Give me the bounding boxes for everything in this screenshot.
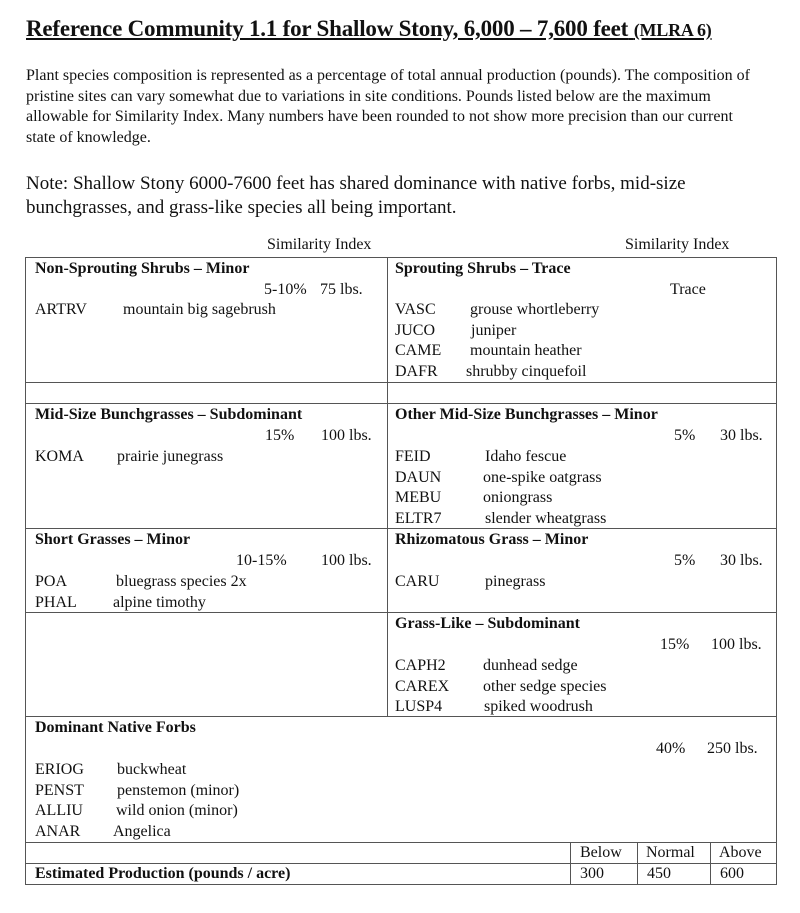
production-value-normal: 450 [647,865,671,882]
species-code: MEBU [395,489,442,506]
species-code: ANAR [35,822,81,840]
table-row-divider [25,403,777,404]
title-main: Reference Community 1.1 for Shallow Stony, 6,000 – 7,600 feet [26,16,629,41]
group-percent: Trace [670,281,706,298]
species-row [395,468,602,489]
species-code: DAUN [395,468,442,486]
table-divider-middle [387,257,388,716]
species-row [35,781,240,802]
production-value-below: 300 [580,865,604,882]
production-label: Estimated Production (pounds / acre) [35,865,291,882]
species-code: ELTR7 [395,509,442,527]
production-col-divider [710,842,711,884]
similarity-index-label-left: Similarity Index [267,236,372,253]
page-title [26,16,712,42]
table-border-right [776,257,777,885]
species-name: juniper [471,321,517,339]
group-pounds: 30 lbs. [720,427,763,444]
similarity-index-label-right: Similarity Index [625,236,730,253]
species-row [395,488,553,509]
species-name: alpine timothy [113,593,206,611]
species-name: grouse whortleberry [470,301,600,318]
species-code: CAPH2 [395,657,446,674]
group-percent: 15% [265,427,295,444]
species-row [395,341,582,362]
table-row-divider [25,382,777,383]
species-row [395,572,546,593]
production-header-normal: Normal [646,844,695,861]
group-header: Non-Sprouting Shrubs – Minor [35,260,250,277]
species-name: Angelica [113,822,171,840]
species-row [35,760,187,781]
species-row [395,321,517,342]
group-pounds: 250 lbs. [707,740,758,757]
species-name: oniongrass [483,489,553,506]
species-name: pinegrass [485,573,546,590]
species-name: buckwheat [117,761,187,778]
note-paragraph: Note: Shallow Stony 6000-7600 feet has shared dominance with native forbs, mid-size bunchgrasses, and grass-like species all being important. [26,173,686,218]
group-pounds: 100 lbs. [321,552,372,569]
species-name: other sedge species [483,677,607,695]
species-row [395,677,607,698]
species-name: slender wheatgrass [485,509,607,527]
species-row [395,447,567,468]
group-header: Sprouting Shrubs – Trace [395,260,571,277]
species-code: PHAL [35,593,77,611]
group-percent: 40% [656,740,686,757]
species-code: PENST [35,781,84,799]
species-row [395,362,587,383]
group-percent: 5-10% [264,281,307,298]
table-border-left [25,257,26,885]
species-code: CAREX [395,677,450,695]
species-name: shrubby cinquefoil [466,362,587,380]
production-col-divider [570,842,571,884]
species-name: spiked woodrush [484,698,593,715]
species-row [395,300,600,321]
species-row [395,656,578,677]
species-row [35,447,224,468]
group-header: Mid-Size Bunchgrasses – Subdominant [35,406,303,423]
species-row [35,801,238,822]
group-pounds: 100 lbs. [321,427,372,444]
species-row [35,572,247,593]
species-row [395,697,593,718]
species-code: CARU [395,573,440,590]
production-col-divider [637,842,638,884]
species-row [35,300,276,321]
production-header-above: Above [719,844,762,861]
species-name: one-spike oatgrass [483,468,602,486]
species-name: mountain big sagebrush [123,301,276,318]
species-name: penstemon (minor) [117,781,240,799]
species-code: ALLIU [35,802,83,819]
group-percent: 10-15% [236,552,287,569]
species-code: ERIOG [35,761,84,778]
species-code: VASC [395,301,436,318]
group-pounds: 100 lbs. [711,636,762,653]
intro-paragraph: Plant species composition is represented as a percentage of total annual production (pounds). The composition of pristine sites can vary somewhat due to variations in site conditions. Pounds listed below are the maximum allowable for Similarity Index. Many numbers have been rounded to not show more precision than our current state of knowledge. [26,67,750,146]
species-code: KOMA [35,448,84,465]
group-percent: 5% [674,552,696,569]
species-row [35,593,206,614]
species-name: wild onion (minor) [116,802,238,819]
table-border-top [25,257,777,258]
species-name: bluegrass species 2x [116,573,247,590]
species-code: CAME [395,342,442,359]
group-header: Other Mid-Size Bunchgrasses – Minor [395,406,658,423]
species-code: FEID [395,448,431,465]
species-code: POA [35,573,68,590]
title-suffix: (MLRA 6) [633,20,712,40]
production-header-below: Below [580,844,622,861]
group-header: Grass-Like – Subdominant [395,615,580,632]
group-header: Dominant Native Forbs [35,719,196,736]
species-name: prairie junegrass [117,448,224,465]
species-name: Idaho fescue [485,448,567,465]
group-pounds: 30 lbs. [720,552,763,569]
species-name: mountain heather [470,342,582,359]
group-pounds: 75 lbs. [320,281,363,298]
species-code: LUSP4 [395,698,443,715]
species-name: dunhead sedge [483,657,578,674]
species-code: JUCO [395,321,436,339]
species-row [35,822,171,843]
species-row [395,509,607,530]
group-percent: 5% [674,427,696,444]
group-header: Short Grasses – Minor [35,531,191,548]
production-value-above: 600 [720,865,744,882]
group-percent: 15% [660,636,690,653]
group-header: Rhizomatous Grass – Minor [395,531,589,548]
species-code: ARTRV [35,301,87,318]
species-code: DAFR [395,362,438,380]
